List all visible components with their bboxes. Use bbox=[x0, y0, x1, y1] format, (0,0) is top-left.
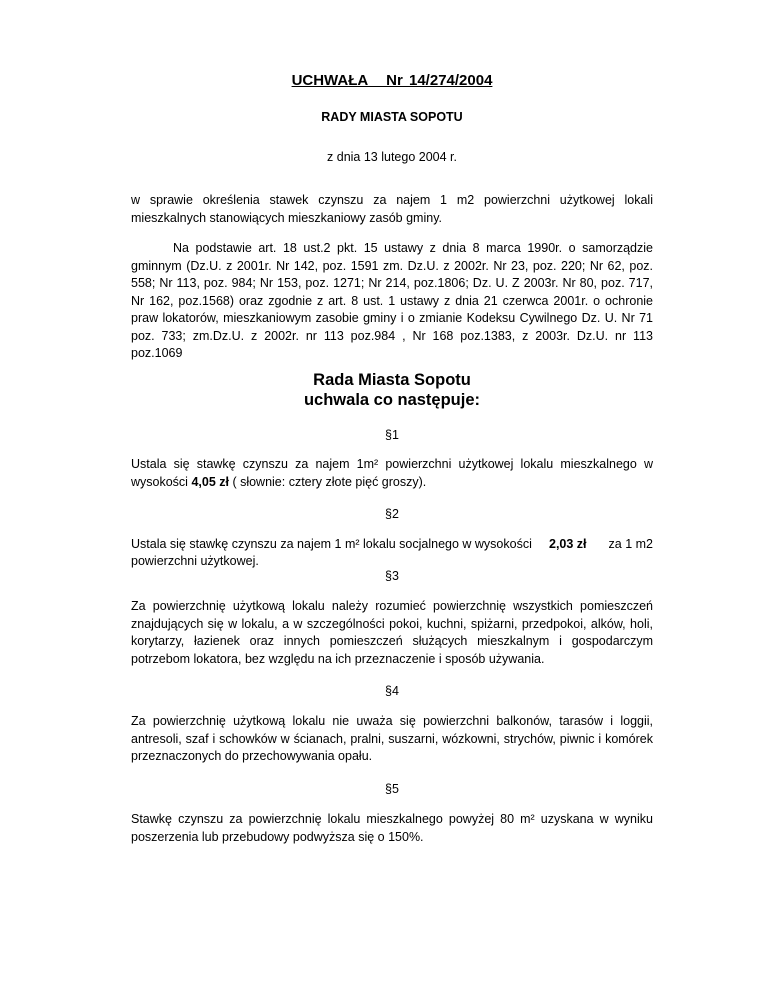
section-2-text-left: Ustala się stawkę czynszu za najem 1 m² lokalu socjalnego w wysokości bbox=[131, 537, 532, 551]
section-1-text-after: ( słownie: cztery złote pięć groszy). bbox=[228, 474, 427, 489]
resolution-subject: w sprawie określenia stawek czynszu za najem 1 m2 powierzchni użytkowej lokali mieszkalnych stanowiących mieszkaniowy zasób gminy. bbox=[131, 193, 653, 225]
section-1-amount: 4,05 zł bbox=[191, 474, 229, 489]
heading-line-1: Rada Miasta Sopotu bbox=[313, 371, 471, 389]
section-2-line-2: powierzchni użytkowej. bbox=[131, 554, 259, 568]
section-2-amount: 2,03 zł bbox=[549, 537, 587, 551]
section-mark-4: §4 bbox=[385, 684, 399, 698]
section-2-text-right: za 1 m2 bbox=[608, 537, 653, 551]
council-name: RADY MIASTA SOPOTU bbox=[321, 110, 463, 124]
section-2-line-1 bbox=[131, 536, 653, 554]
section-4-text: Za powierzchnię użytkową lokalu nie uważa się powierzchni balkonów, tarasów i loggii, antresoli, szaf i schowków w ścianach, pralni, suszarni, wózkowni, strychów, piwnic i komórek przeznaczonych do przechowywania opału. bbox=[131, 714, 653, 763]
section-mark-2: §2 bbox=[385, 507, 399, 521]
section-1-text-before: Ustala się stawkę czynszu za najem 1m² powierzchni użytkowej lokalu mieszkalnego w wysokości bbox=[131, 457, 653, 489]
section-mark-1: §1 bbox=[385, 428, 399, 442]
section-mark-3: §3 bbox=[385, 569, 399, 583]
section-2-amount-group bbox=[541, 536, 653, 554]
section-mark-5: §5 bbox=[385, 782, 399, 796]
heading-line-2: uchwala co następuje: bbox=[303, 391, 481, 409]
resolution-date: z dnia 13 lutego 2004 r. bbox=[327, 150, 457, 164]
section-5-text: Stawkę czynszu za powierzchnię lokalu mieszkalnego powyżej 80 m² uzyskana w wyniku poszerzenia lub przebudowy podwyższa się o 150%. bbox=[131, 812, 653, 844]
resolution-heading bbox=[130, 370, 654, 410]
section-1-text bbox=[131, 456, 653, 491]
legal-basis: Na podstawie art. 18 ust.2 pkt. 15 ustawy z dnia 8 marca 1990r. o samorządzie gminnym (Dz.U. z 2001r. Nr 142, poz. 1591 zm. Dz.U. z 2002r. Nr 23, poz. 220; Nr 62, poz. 558; Nr 113, poz. 984; Nr 153, poz. 1271; Nr 214, poz.1806; Dz. U. Z 2003r. Nr 80, poz. 717, Nr 162, poz.1568) oraz zgodnie z art. 8 ust. 1 ustawy z dnia 21 czerwca 2001r. o ochronie praw lokatorów, mieszkaniowym zasobie gminy i o zmianie Kodeksu Cywilnego Dz. U. Nr 71 poz. 733; zm.Dz.U. z 2002r. nr 113 poz.984 , Nr 168 poz.1383, z 2003r. Dz.U. nr 113 poz.1069 bbox=[131, 241, 653, 360]
resolution-title: UCHWAŁA Nr 14/274/2004 bbox=[291, 72, 493, 89]
section-3-text: Za powierzchnię użytkową lokalu należy rozumieć powierzchnię wszystkich pomieszczeń znajdujących się w lokalu, a w szczególności pokoi, kuchni, spiżarni, przedpokoi, alków, holi, korytarzy, łazienek oraz innych pomieszczeń służących mieszkalnym i gospodarczym potrzebom lokatora, bez względu na ich przeznaczenie i sposób używania. bbox=[131, 599, 653, 666]
